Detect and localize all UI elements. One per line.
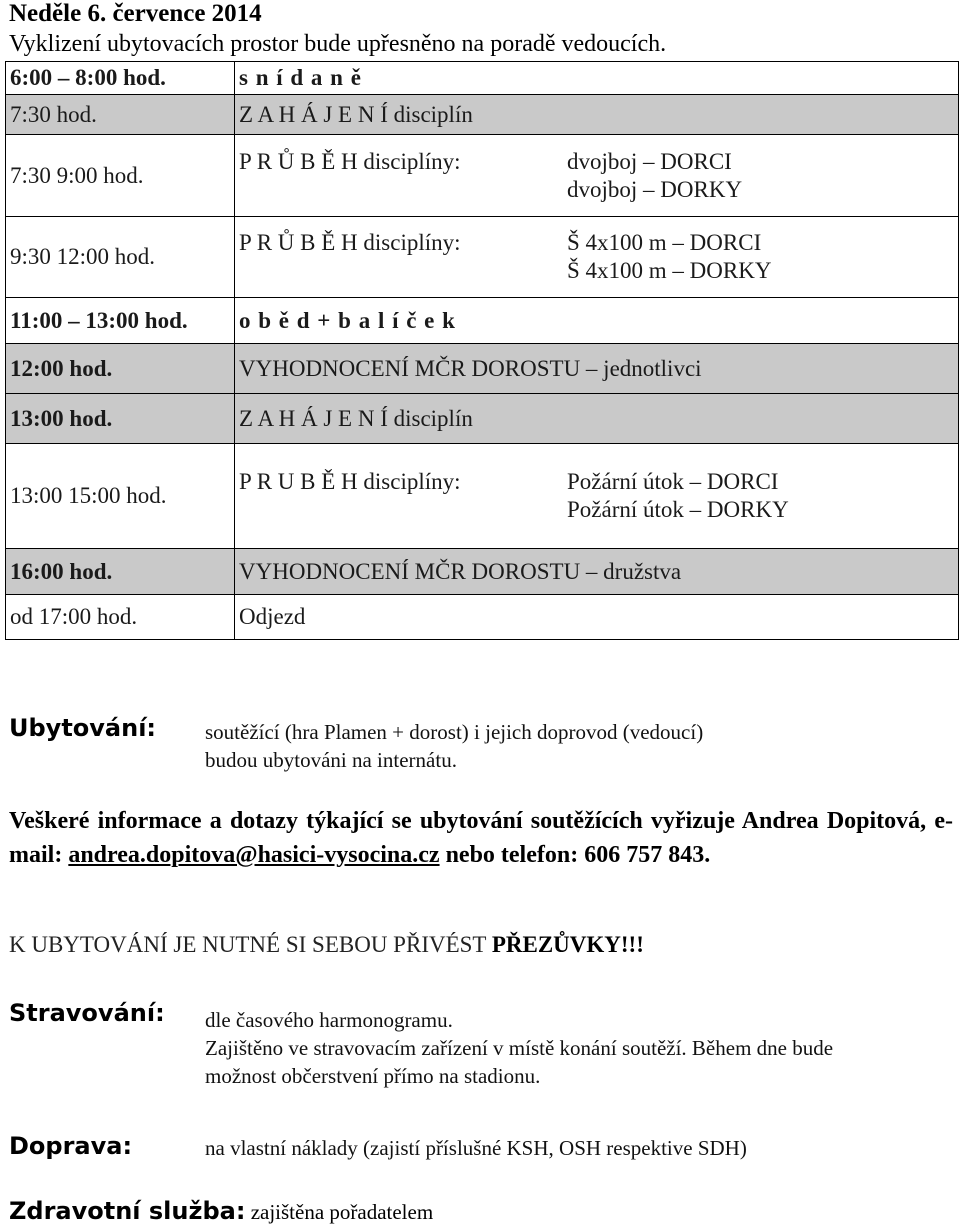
schedule-event: Z A H Á J E N Í disciplín	[235, 394, 959, 444]
schedule-row	[6, 95, 959, 135]
notice-text: K UBYTOVÁNÍ JE NUTNÉ SI SEBOU PŘIVÉST	[9, 932, 492, 957]
schedule-row	[6, 217, 959, 298]
meals-line: možnost občerstvení přímo na stadionu.	[205, 1064, 541, 1088]
schedule-detail: dvojboj – DORKY	[567, 176, 743, 202]
schedule-time: 12:00 hod.	[6, 344, 235, 394]
transport-text: na vlastní náklady (zajistí příslušné KSH, OSH respektive SDH)	[205, 1136, 747, 1160]
schedule-detail: Š 4x100 m – DORKY	[567, 258, 772, 283]
meals-heading: Stravování:	[9, 999, 165, 1027]
schedule-event: s n í d a n ě	[235, 62, 959, 95]
schedule-row	[6, 595, 959, 640]
schedule-time: 13:00 15:00 hod.	[6, 444, 235, 549]
document-header	[9, 0, 954, 59]
health-heading: Zdravotní služba:	[9, 1197, 246, 1225]
health-service	[9, 1195, 433, 1228]
schedule-event: o b ě d + b a l í č e k	[235, 298, 959, 344]
schedule-event: VYHODNOCENÍ MČR DOROSTU – jednotlivci	[235, 344, 959, 394]
schedule-row	[6, 298, 959, 344]
accommodation-line: soutěžící (hra Plamen + dorost) i jejich doprovod (vedoucí)	[205, 720, 704, 744]
schedule-time: 9:30 12:00 hod.	[6, 217, 235, 298]
meals-text	[205, 1006, 833, 1090]
email-link[interactable]: andrea.dopitova@hasici-vysocina.cz	[68, 842, 440, 868]
schedule-detail: Požární útok – DORKY	[567, 497, 789, 522]
schedule-row	[6, 135, 959, 217]
schedule-event: Z A H Á J E N Í disciplín	[235, 95, 959, 135]
schedule-row	[6, 549, 959, 595]
contact-text: Veškeré informace a dotazy týkající se ubytování soutěžících vyřizuje Andrea Dopitová, e-mail:	[9, 808, 953, 868]
day-title: Neděle 6. července 2014	[9, 0, 262, 27]
cleanup-note: Vyklizení ubytovacích prostor bude upřesněno na poradě vedoucích.	[9, 31, 667, 57]
slippers-notice	[9, 930, 644, 960]
accommodation-line: budou ubytováni na internátu.	[205, 748, 457, 772]
schedule-detail: Š 4x100 m – DORCI	[567, 230, 762, 255]
schedule-event: P R U B Ě H disciplíny:	[239, 469, 461, 494]
notice-emphasis: PŘEZŮVKY!!!	[491, 932, 644, 957]
transport-heading: Doprava:	[9, 1132, 133, 1160]
schedule-row	[6, 444, 959, 549]
schedule-detail: dvojboj – DORCI	[567, 148, 732, 174]
schedule-detail: Požární útok – DORCI	[567, 469, 779, 494]
schedule-time: 6:00 – 8:00 hod.	[6, 62, 235, 95]
schedule-time: 11:00 – 13:00 hod.	[6, 298, 235, 344]
schedule-time: 16:00 hod.	[6, 549, 235, 595]
schedule-event: Odjezd	[235, 595, 959, 640]
schedule-event: P R Ů B Ě H disciplíny:	[239, 148, 461, 174]
schedule-table	[5, 61, 959, 640]
meals-line: Zajištěno ve stravovacím zařízení v místě konání soutěží. Během dne bude	[205, 1036, 834, 1060]
contact-text: nebo telefon: 606 757 843.	[439, 842, 711, 868]
health-text: zajištěna pořadatelem	[245, 1200, 434, 1224]
schedule-row	[6, 344, 959, 394]
schedule-row	[6, 394, 959, 444]
schedule-time: 7:30 hod.	[6, 95, 235, 135]
schedule-time: od 17:00 hod.	[6, 595, 235, 640]
accommodation-text	[205, 718, 703, 774]
schedule-event: VYHODNOCENÍ MČR DOROSTU – družstva	[235, 549, 959, 595]
meals-line: dle časového harmonogramu.	[205, 1008, 453, 1032]
schedule-time: 7:30 9:00 hod.	[6, 135, 235, 217]
schedule-time: 13:00 hod.	[6, 394, 235, 444]
schedule-event: P R Ů B Ě H disciplíny:	[239, 230, 461, 255]
schedule-row	[6, 62, 959, 95]
contact-info	[9, 804, 953, 872]
accommodation-heading: Ubytování:	[9, 714, 157, 742]
